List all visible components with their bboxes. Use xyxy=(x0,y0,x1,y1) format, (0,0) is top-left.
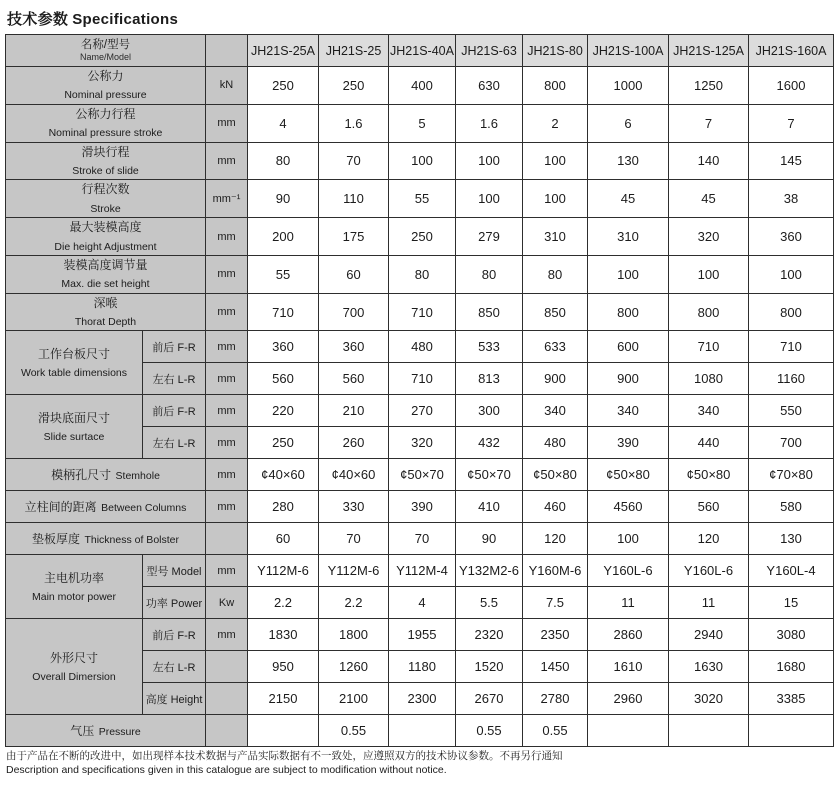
value-cell: 4 xyxy=(248,104,319,142)
spec-table xyxy=(5,34,834,747)
value-cell: 560 xyxy=(669,491,749,523)
row-label-cell xyxy=(6,218,206,256)
page-footer xyxy=(5,747,833,776)
model-header: JH21S-125A xyxy=(669,35,749,67)
row-label-cell xyxy=(6,331,143,395)
value-cell: 2100 xyxy=(319,683,389,715)
value-cell: 533 xyxy=(456,331,523,363)
value-cell: 633 xyxy=(523,331,588,363)
row-unit-cell: mm xyxy=(206,395,248,427)
value-cell: 340 xyxy=(523,395,588,427)
value-cell: 330 xyxy=(319,491,389,523)
value-cell: 200 xyxy=(248,218,319,256)
name-model-header xyxy=(6,35,206,67)
value-cell: Y160L-4 xyxy=(749,555,834,587)
row-unit-cell: mm xyxy=(206,459,248,491)
value-cell: 1520 xyxy=(456,651,523,683)
value-cell: 900 xyxy=(588,363,669,395)
spec-row xyxy=(6,255,834,293)
spec-row xyxy=(6,491,834,523)
row-unit-cell: kN xyxy=(206,67,248,105)
footer-note-en: Description and specifications given in this catalogue are subject to modification without notice. xyxy=(6,763,447,776)
row-unit-cell: Kw xyxy=(206,587,248,619)
value-cell: 7.5 xyxy=(523,587,588,619)
row-label-zh: 公称力 xyxy=(87,69,124,83)
value-cell: 270 xyxy=(389,395,456,427)
value-cell: 4 xyxy=(389,587,456,619)
spec-row xyxy=(6,523,834,555)
row-label-en: Nominal pressure stroke xyxy=(48,127,163,140)
row-label-cell xyxy=(6,619,143,715)
value-cell: 310 xyxy=(523,218,588,256)
value-cell xyxy=(588,715,669,747)
spec-row xyxy=(6,459,834,491)
value-cell: ¢50×80 xyxy=(588,459,669,491)
unit-column-header xyxy=(206,35,248,67)
value-cell: 800 xyxy=(749,293,834,331)
spec-row xyxy=(6,67,834,105)
row-label-cell xyxy=(6,255,206,293)
value-cell: 80 xyxy=(523,255,588,293)
footer-note-zh: 由于产品在不断的改进中，如出现样本技术数据与产品实际数据有不一致处，应遵照双方的技术协议参数。不再另行通知 xyxy=(6,750,563,763)
row-unit-cell: mm xyxy=(206,331,248,363)
value-cell: 580 xyxy=(749,491,834,523)
value-cell: 710 xyxy=(389,293,456,331)
value-cell: 120 xyxy=(669,523,749,555)
value-cell: 60 xyxy=(319,255,389,293)
value-cell: 800 xyxy=(523,67,588,105)
row-label-zh: 滑块底面尺寸 xyxy=(37,410,110,425)
row-label-cell xyxy=(6,67,206,105)
row-sublabel-cell: 左右 L-R xyxy=(143,651,206,683)
value-cell: 0.55 xyxy=(319,715,389,747)
value-cell: 7 xyxy=(749,104,834,142)
value-cell: 360 xyxy=(749,218,834,256)
value-cell: 1830 xyxy=(248,619,319,651)
row-unit-cell xyxy=(206,651,248,683)
value-cell: 38 xyxy=(749,180,834,218)
value-cell: 2960 xyxy=(588,683,669,715)
row-label-cell xyxy=(6,293,206,331)
value-cell: 550 xyxy=(749,395,834,427)
value-cell: 710 xyxy=(669,331,749,363)
value-cell: 2670 xyxy=(456,683,523,715)
spec-row xyxy=(6,555,834,587)
row-label-zh: 工作台板尺寸 xyxy=(37,346,110,361)
name-model-en: Name/Model xyxy=(79,51,132,62)
value-cell: 3080 xyxy=(749,619,834,651)
value-cell: ¢50×70 xyxy=(456,459,523,491)
value-cell: 700 xyxy=(319,293,389,331)
row-unit-cell: mm xyxy=(206,104,248,142)
row-unit-cell: mm xyxy=(206,255,248,293)
value-cell: 340 xyxy=(588,395,669,427)
value-cell: 5 xyxy=(389,104,456,142)
value-cell: 70 xyxy=(319,523,389,555)
value-cell: 175 xyxy=(319,218,389,256)
spec-row xyxy=(6,715,834,747)
value-cell: 1955 xyxy=(389,619,456,651)
value-cell: 1000 xyxy=(588,67,669,105)
row-unit-cell: mm xyxy=(206,555,248,587)
model-header-row xyxy=(6,35,834,67)
value-cell: 710 xyxy=(389,363,456,395)
row-unit-cell: mm xyxy=(206,218,248,256)
row-unit-cell: mm xyxy=(206,293,248,331)
value-cell: 2940 xyxy=(669,619,749,651)
value-cell: 5.5 xyxy=(456,587,523,619)
value-cell: 320 xyxy=(669,218,749,256)
value-cell: 320 xyxy=(389,427,456,459)
value-cell: 560 xyxy=(319,363,389,395)
value-cell: 1680 xyxy=(749,651,834,683)
model-header: JH21S-25 xyxy=(319,35,389,67)
value-cell: ¢70×80 xyxy=(749,459,834,491)
value-cell: 2300 xyxy=(389,683,456,715)
value-cell: 280 xyxy=(248,491,319,523)
value-cell: 100 xyxy=(749,255,834,293)
spec-row xyxy=(6,218,834,256)
spec-row xyxy=(6,293,834,331)
row-label-zh: 行程次数 xyxy=(81,182,130,197)
row-unit-cell xyxy=(206,715,248,747)
value-cell: 360 xyxy=(248,331,319,363)
value-cell: 140 xyxy=(669,142,749,180)
value-cell: 45 xyxy=(588,180,669,218)
value-cell: 1600 xyxy=(749,67,834,105)
row-label-zh: 装模高度调节量 xyxy=(63,257,148,272)
row-unit-cell: mm xyxy=(206,427,248,459)
value-cell: Y160L-6 xyxy=(669,555,749,587)
value-cell: Y160M-6 xyxy=(523,555,588,587)
row-label-en: Main motor power xyxy=(31,590,117,603)
value-cell: 2.2 xyxy=(248,587,319,619)
value-cell: 310 xyxy=(588,218,669,256)
value-cell: 1180 xyxy=(389,651,456,683)
row-label-zh: 立柱间的距离 xyxy=(24,499,97,514)
value-cell: 70 xyxy=(319,142,389,180)
row-label-cell xyxy=(6,180,206,218)
value-cell: 480 xyxy=(389,331,456,363)
row-label-en: Die height Adjustment xyxy=(54,240,157,253)
row-sublabel-cell: 功率 Power xyxy=(143,587,206,619)
value-cell: 3020 xyxy=(669,683,749,715)
value-cell xyxy=(389,715,456,747)
value-cell: 2350 xyxy=(523,619,588,651)
row-label-en: Nominal pressure xyxy=(64,89,147,102)
row-label-en: Between Columns xyxy=(101,501,187,514)
value-cell: ¢40×60 xyxy=(248,459,319,491)
value-cell: 2150 xyxy=(248,683,319,715)
value-cell: 3385 xyxy=(749,683,834,715)
value-cell: 220 xyxy=(248,395,319,427)
row-label-en: Thickness of Bolster xyxy=(84,533,179,546)
row-label-cell xyxy=(6,104,206,142)
row-label-zh: 垫板厚度 xyxy=(31,531,80,546)
value-cell: 710 xyxy=(248,293,319,331)
value-cell: 260 xyxy=(319,427,389,459)
value-cell: 250 xyxy=(248,67,319,105)
value-cell xyxy=(669,715,749,747)
value-cell: 100 xyxy=(669,255,749,293)
value-cell: 432 xyxy=(456,427,523,459)
row-label-zh: 气压 xyxy=(70,723,95,738)
row-unit-cell: mm xyxy=(206,142,248,180)
spec-row xyxy=(6,331,834,363)
model-header: JH21S-100A xyxy=(588,35,669,67)
row-label-en: Thorat Depth xyxy=(74,316,137,329)
row-label-en: Work table dimensions xyxy=(20,366,128,379)
row-label-en: Slide surtace xyxy=(43,430,105,443)
value-cell: 600 xyxy=(588,331,669,363)
row-sublabel-cell: 前后 F-R xyxy=(143,619,206,651)
value-cell: 90 xyxy=(248,180,319,218)
value-cell: 210 xyxy=(319,395,389,427)
row-label-en: Pressure xyxy=(98,725,141,738)
value-cell: ¢50×80 xyxy=(523,459,588,491)
value-cell: 1630 xyxy=(669,651,749,683)
value-cell: 340 xyxy=(669,395,749,427)
spec-row xyxy=(6,104,834,142)
value-cell: 1160 xyxy=(749,363,834,395)
model-header: JH21S-80 xyxy=(523,35,588,67)
value-cell: 250 xyxy=(389,218,456,256)
row-unit-cell: mm⁻¹ xyxy=(206,180,248,218)
row-label-cell xyxy=(6,395,143,459)
value-cell: 100 xyxy=(456,142,523,180)
value-cell: 100 xyxy=(588,255,669,293)
value-cell: ¢40×60 xyxy=(319,459,389,491)
model-header: JH21S-160A xyxy=(749,35,834,67)
row-label-zh: 深喉 xyxy=(93,295,118,310)
value-cell: 630 xyxy=(456,67,523,105)
row-label-cell xyxy=(6,715,206,747)
value-cell: 1250 xyxy=(669,67,749,105)
value-cell: 1260 xyxy=(319,651,389,683)
value-cell: 950 xyxy=(248,651,319,683)
row-label-cell xyxy=(6,523,206,555)
value-cell: 560 xyxy=(248,363,319,395)
row-unit-cell xyxy=(206,683,248,715)
value-cell: 11 xyxy=(669,587,749,619)
value-cell: 100 xyxy=(523,142,588,180)
value-cell: 250 xyxy=(319,67,389,105)
value-cell: Y112M-4 xyxy=(389,555,456,587)
spec-row xyxy=(6,180,834,218)
value-cell: 850 xyxy=(456,293,523,331)
row-label-en: Overall Dimersion xyxy=(32,670,116,683)
value-cell: 2.2 xyxy=(319,587,389,619)
value-cell: 813 xyxy=(456,363,523,395)
value-cell: 6 xyxy=(588,104,669,142)
value-cell: 360 xyxy=(319,331,389,363)
value-cell: 700 xyxy=(749,427,834,459)
value-cell: 2860 xyxy=(588,619,669,651)
value-cell: 300 xyxy=(456,395,523,427)
value-cell: 4560 xyxy=(588,491,669,523)
value-cell: 410 xyxy=(456,491,523,523)
value-cell: 800 xyxy=(669,293,749,331)
value-cell: 110 xyxy=(319,180,389,218)
page-title xyxy=(5,4,833,34)
row-label-en: Stroke xyxy=(90,202,121,215)
model-header: JH21S-63 xyxy=(456,35,523,67)
value-cell: 1450 xyxy=(523,651,588,683)
value-cell: 80 xyxy=(389,255,456,293)
row-label-en: Stroke of slide xyxy=(72,164,139,177)
value-cell: Y112M-6 xyxy=(319,555,389,587)
value-cell: 1.6 xyxy=(456,104,523,142)
value-cell: 1080 xyxy=(669,363,749,395)
value-cell: Y112M-6 xyxy=(248,555,319,587)
row-sublabel-cell: 高度 Height xyxy=(143,683,206,715)
value-cell: 100 xyxy=(456,180,523,218)
value-cell: 70 xyxy=(389,523,456,555)
page-title-en: Specifications xyxy=(72,11,179,28)
spec-row xyxy=(6,619,834,651)
value-cell: 460 xyxy=(523,491,588,523)
value-cell: 250 xyxy=(248,427,319,459)
row-label-en: Max. die set height xyxy=(61,278,150,291)
model-header: JH21S-25A xyxy=(248,35,319,67)
value-cell: 2780 xyxy=(523,683,588,715)
row-unit-cell: mm xyxy=(206,363,248,395)
row-label-cell xyxy=(6,555,143,619)
value-cell: 390 xyxy=(389,491,456,523)
value-cell: 1.6 xyxy=(319,104,389,142)
value-cell: 800 xyxy=(588,293,669,331)
value-cell: 0.55 xyxy=(456,715,523,747)
row-sublabel-cell: 左右 L-R xyxy=(143,363,206,395)
value-cell: 0.55 xyxy=(523,715,588,747)
row-sublabel-cell: 前后 F-R xyxy=(143,395,206,427)
row-unit-cell: mm xyxy=(206,619,248,651)
value-cell: 55 xyxy=(389,180,456,218)
value-cell: 45 xyxy=(669,180,749,218)
spec-row xyxy=(6,395,834,427)
value-cell: 2320 xyxy=(456,619,523,651)
value-cell: 15 xyxy=(749,587,834,619)
row-unit-cell: mm xyxy=(206,491,248,523)
value-cell: Y160L-6 xyxy=(588,555,669,587)
value-cell: 130 xyxy=(749,523,834,555)
value-cell: Y132M2-6 xyxy=(456,555,523,587)
row-sublabel-cell: 前后 F-R xyxy=(143,331,206,363)
value-cell: 710 xyxy=(749,331,834,363)
value-cell: 120 xyxy=(523,523,588,555)
value-cell: 90 xyxy=(456,523,523,555)
row-label-en: Stemhole xyxy=(115,469,160,482)
value-cell: 390 xyxy=(588,427,669,459)
value-cell: 440 xyxy=(669,427,749,459)
row-label-zh: 滑块行程 xyxy=(81,144,130,159)
row-label-cell xyxy=(6,459,206,491)
value-cell: 100 xyxy=(523,180,588,218)
row-sublabel-cell: 型号 Model xyxy=(143,555,206,587)
name-model-zh: 名称/型号 xyxy=(80,38,131,51)
value-cell: 850 xyxy=(523,293,588,331)
value-cell: 1610 xyxy=(588,651,669,683)
row-label-zh: 最大装模高度 xyxy=(69,220,142,235)
model-header: JH21S-40A xyxy=(389,35,456,67)
value-cell: 2 xyxy=(523,104,588,142)
value-cell: 1800 xyxy=(319,619,389,651)
value-cell: 80 xyxy=(248,142,319,180)
value-cell: 279 xyxy=(456,218,523,256)
value-cell xyxy=(749,715,834,747)
row-label-zh: 模柄孔尺寸 xyxy=(51,467,112,482)
value-cell xyxy=(248,715,319,747)
value-cell: 130 xyxy=(588,142,669,180)
spec-row xyxy=(6,142,834,180)
value-cell: ¢50×80 xyxy=(669,459,749,491)
row-label-zh: 公称力行程 xyxy=(75,106,136,121)
row-sublabel-cell: 左右 L-R xyxy=(143,427,206,459)
value-cell: 7 xyxy=(669,104,749,142)
row-label-zh: 主电机功率 xyxy=(43,570,104,585)
value-cell: 11 xyxy=(588,587,669,619)
value-cell: ¢50×70 xyxy=(389,459,456,491)
value-cell: 900 xyxy=(523,363,588,395)
page-title-zh: 技术参数 xyxy=(7,11,69,28)
value-cell: 60 xyxy=(248,523,319,555)
value-cell: 145 xyxy=(749,142,834,180)
value-cell: 100 xyxy=(588,523,669,555)
value-cell: 80 xyxy=(456,255,523,293)
row-label-cell xyxy=(6,491,206,523)
value-cell: 55 xyxy=(248,255,319,293)
value-cell: 480 xyxy=(523,427,588,459)
row-label-cell xyxy=(6,142,206,180)
value-cell: 100 xyxy=(389,142,456,180)
value-cell: 400 xyxy=(389,67,456,105)
row-label-zh: 外形尺寸 xyxy=(49,650,98,665)
row-unit-cell xyxy=(206,523,248,555)
